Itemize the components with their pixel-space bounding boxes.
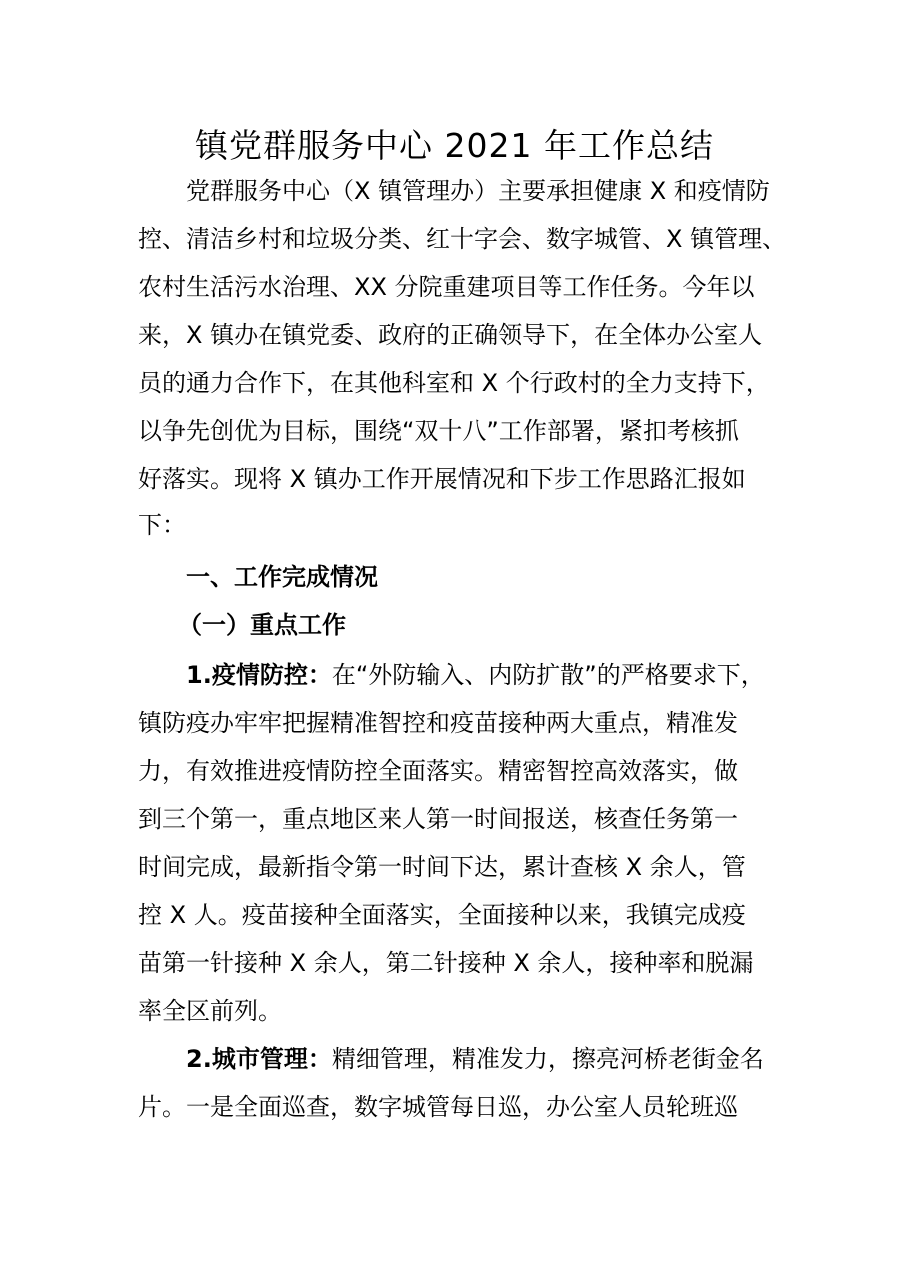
intro-line-2: 控、清洁乡村和垃圾分类、红十字会、数字城管、X 镇管理、 <box>138 225 787 253</box>
item1-first-line <box>186 658 778 692</box>
item2-first-line <box>186 1042 778 1076</box>
item1-lead: 1.疫情防控： <box>186 661 332 689</box>
item1-line-8: 率全区前列。 <box>138 997 282 1025</box>
intro-line-6: 以争先创优为目标，围绕“双十八”工作部署，紧扣考核抓 <box>138 417 739 445</box>
item1-line-4: 到三个第一，重点地区来人第一时间报送，核查任务第一 <box>138 805 738 833</box>
intro-line-7: 好落实。现将 X 镇办工作开展情况和下步工作思路汇报如 <box>138 465 746 493</box>
item2-line-2: 片。一是全面巡查，数字城管每日巡，办公室人员轮班巡 <box>138 1093 738 1121</box>
item2-first-line-text: 精细管理，精准发力，擦亮河桥老街金名 <box>331 1045 764 1073</box>
item1-line-2: 镇防疫办牢牢把握精准智控和疫苗接种两大重点，精准发 <box>138 709 738 737</box>
subsection-heading: （一）重点工作 <box>178 611 346 639</box>
intro-line-3: 农村生活污水治理、XX 分院重建项目等工作任务。今年以 <box>138 273 755 301</box>
intro-line-8: 下： <box>138 511 186 539</box>
item1-line-6: 控 X 人。疫苗接种全面落实，全面接种以来，我镇完成疫 <box>138 901 746 929</box>
item2-lead: 2.城市管理： <box>186 1045 332 1073</box>
document-title: 镇党群服务中心 2021 年工作总结 <box>195 126 714 165</box>
intro-line-5: 员的通力合作下，在其他科室和 X 个行政村的全力支持下， <box>138 369 770 397</box>
intro-line-4: 来，X 镇办在镇党委、政府的正确领导下，在全体办公室人 <box>138 321 763 349</box>
item1-line-7: 苗第一针接种 X 余人，第二针接种 X 余人，接种率和脱漏 <box>138 949 754 977</box>
item1-first-line-text: 在“外防输入、内防扩散”的严格要求下， <box>331 661 765 689</box>
section-heading: 一、工作完成情况 <box>186 563 378 591</box>
item1-line-5: 时间完成，最新指令第一时间下达，累计查核 X 余人，管 <box>138 853 746 881</box>
intro-line-1: 党群服务中心（X 镇管理办）主要承担健康 X 和疫情防 <box>186 177 770 205</box>
item1-line-3: 力，有效推进疫情防控全面落实。精密智控高效落实，做 <box>138 757 738 785</box>
